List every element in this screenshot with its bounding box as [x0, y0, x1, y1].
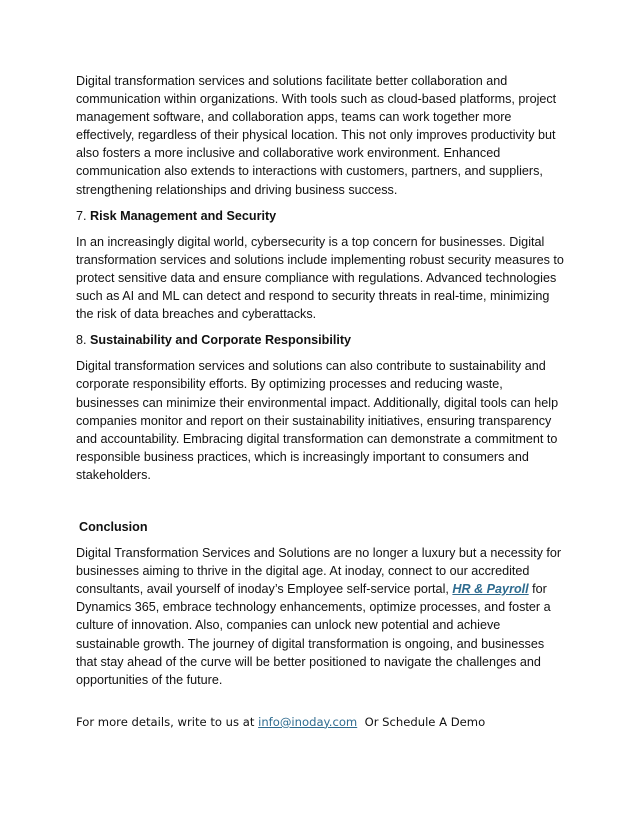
- section-8-title: Sustainability and Corporate Responsibility: [90, 333, 352, 348]
- section-7-body: In an increasingly digital world, cybersecurity is a top concern for businesses. Digital transformation services and solutions include implementing robust security measures to protect sensitive data and ensure compliance with regulations. Advanced technologies such as AI and ML can detect and respond to security threats in real-time, minimizing the risk of data breaches and cyberattacks.: [76, 234, 564, 322]
- conclusion-heading: Conclusion: [79, 519, 148, 534]
- section-8-heading: [76, 331, 566, 349]
- hr-payroll-link[interactable]: HR & Payroll: [452, 582, 529, 597]
- section-8-number: 8.: [76, 333, 91, 348]
- section-7-title: Risk Management and Security: [90, 208, 277, 223]
- conclusion-body: [76, 544, 566, 689]
- conclusion-text-before-link: Digital Transformation Services and Solutions are no longer a luxury but a necessity for businesses aiming to thrive in the digital age. At inoday, connect to our accredited consultants, avail yourself of inoday’s Employee self-service portal,: [76, 546, 562, 597]
- document-page: [76, 72, 566, 731]
- section-8-body: Digital transformation services and solutions can also contribute to sustainability and corporate responsibility efforts. By optimizing processes and reducing waste, businesses can minimize their environmental impact. Additionally, digital tools can help companies monitor and report on their sustainability initiatives, ensuring transparency and accountability. Embracing digital transformation can demonstrate a commitment to responsible business practices, which is increasingly important to consumers and stakeholders.: [76, 359, 559, 482]
- email-link[interactable]: info@inoday.com: [258, 714, 358, 729]
- footer-prefix: For more details, write to us at: [76, 714, 259, 729]
- conclusion-text-after-link: for Dynamics 365, embrace technology enhancements, optimize processes, and foster a culture of innovation. Also, companies can unlock new potential and achieve sustainable growth. The journey of digital transformation is ongoing, and businesses that stay ahead of the curve will be better positioned to navigate the challenges and opportunities of the future.: [76, 582, 551, 687]
- section-7-heading: [76, 207, 566, 225]
- paragraph-collaboration: Digital transformation services and solutions facilitate better collaboration and communication within organizations. With tools such as cloud-based platforms, project management software, and collaboration apps, teams can work together more effectively, regardless of their physical location. This not only improves productivity but also fosters a more inclusive and collaborative work environment. Enhanced communication also extends to interactions with customers, partners, and suppliers, strengthening relationships and driving business success.: [76, 74, 557, 197]
- footer-suffix: Or Schedule A Demo: [357, 714, 486, 729]
- section-7-number: 7.: [76, 208, 91, 223]
- footer-contact-line: [76, 713, 566, 731]
